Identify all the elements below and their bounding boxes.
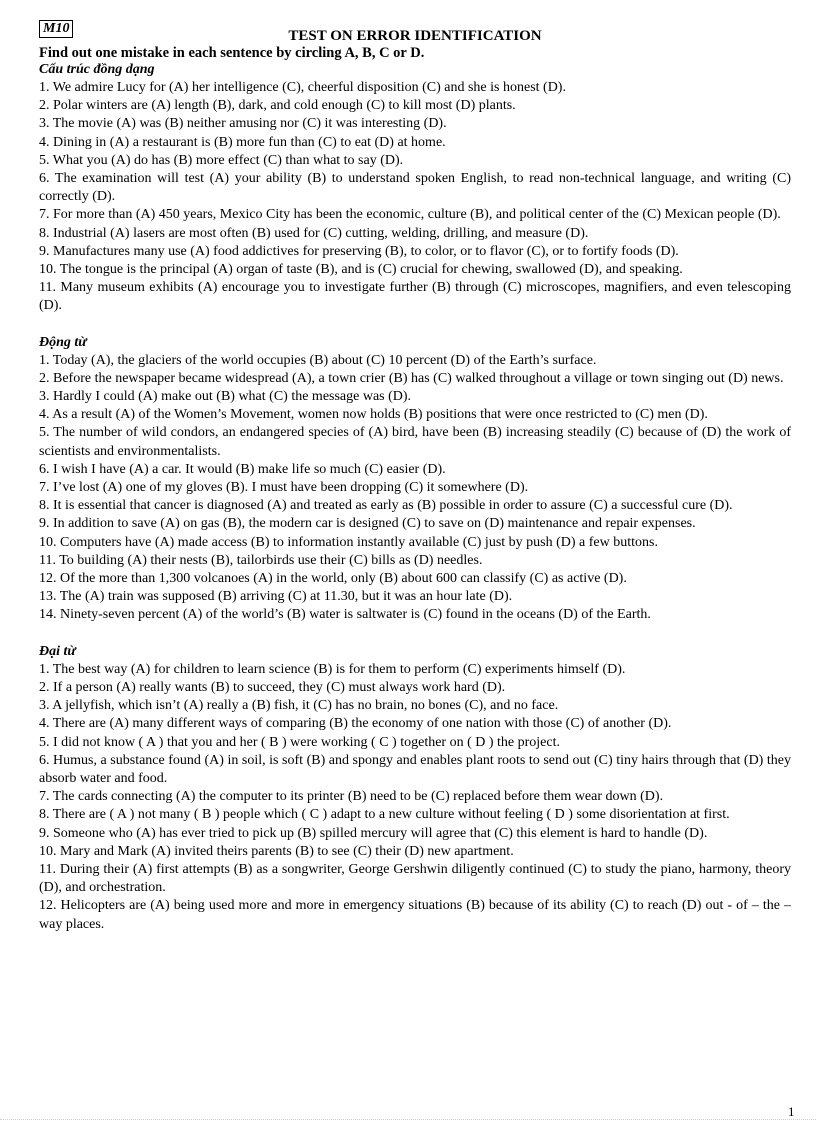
question-item: 6. I wish I have (A) a car. It would (B) make life so much (C) easier (D). [39, 461, 446, 477]
question-item: 9. In addition to save (A) on gas (B), the modern car is designed (C) to save on (D) maintenance and repair expenses. [39, 516, 696, 532]
section-heading: Động từ [39, 334, 87, 350]
question-item: 11. To building (A) their nests (B), tailorbirds use their (C) bills as (D) needles. [39, 552, 483, 568]
question-item: 7. For more than (A) 450 years, Mexico City has been the economic, culture (B), and political center of the (C) Mexican people (D). [39, 207, 781, 223]
question-item: 3. A jellyfish, which isn’t (A) really a (B) fish, it (C) has no brain, no bones (C), and no face. [39, 698, 559, 714]
question-item: 13. The (A) train was supposed (B) arriving (C) at 11.30, but it was an hour late (D). [39, 589, 513, 605]
question-item: 3. Hardly I could (A) make out (B) what (C) the message was (D). [39, 389, 412, 405]
question-item: 5. The number of wild condors, an endangered species of (A) bird, have been (B) increasing steadily (C) because of (D) the work of scientists and environmentalists. [39, 425, 791, 459]
question-item: 2. Before the newspaper became widespread (A), a town crier (B) has (C) walked throughout a village or town singing out (D) news. [39, 370, 784, 386]
question-item: 4. As a result (A) of the Women’s Movement, women now holds (B) positions that were once restricted to (C) men (D). [39, 407, 708, 423]
question-item: 11. During their (A) first attempts (B) as a songwriter, George Gershwin diligently continued (C) to study the piano, harmony, theory (D), and orchestration. [39, 861, 791, 896]
question-item: 7. I’ve lost (A) one of my gloves (B). I must have been dropping (C) it somewhere (D). [39, 480, 529, 496]
test-code-box: M10 [39, 20, 73, 38]
question-item: 11. Many museum exhibits (A) encourage you to investigate further (B) through (C) microscopes, magnifiers, and even telescoping (D). [39, 280, 791, 314]
question-item: 5. I did not know ( A ) that you and her ( B ) were working ( C ) together on ( D ) the project. [39, 734, 560, 750]
question-item: 10. Computers have (A) made access (B) to information instantly available (C) just by push (D) a few buttons. [39, 534, 658, 550]
question-item: 14. Ninety-seven percent (A) of the world’s (B) water is saltwater is (C) found in the oceans (D) of the Earth. [39, 607, 651, 623]
question-item: 8. There are ( A ) not many ( B ) people which ( C ) adapt to a new culture without feeling ( D ) some disorientation at first. [39, 807, 730, 823]
question-item: 9. Someone who (A) has ever tried to pick up (B) spilled mercury will agree that (C) this element is hard to handle (D). [39, 825, 708, 841]
question-item: 10. Mary and Mark (A) invited theirs parents (B) to see (C) their (D) new apartment. [39, 843, 514, 859]
question-item: 5. What you (A) do has (B) more effect (C) than what to say (D). [39, 152, 404, 168]
question-item: 1. The best way (A) for children to learn science (B) is for them to perform (C) experiments himself (D). [39, 661, 626, 677]
page-title: TEST ON ERROR IDENTIFICATION [288, 28, 542, 44]
question-item: 3. The movie (A) was (B) neither amusing nor (C) it was interesting (D). [39, 116, 447, 132]
question-item: 2. Polar winters are (A) length (B), dark, and cold enough (C) to kill most (D) plants. [39, 98, 516, 114]
question-item: 8. Industrial (A) lasers are most often (B) used for (C) cutting, welding, drilling, and measure (D). [39, 225, 589, 241]
page-number: 1 [788, 1104, 795, 1119]
question-item: 12. Of the more than 1,300 volcanoes (A) in the world, only (B) about 600 can classify (C) as active (D). [39, 571, 627, 587]
question-item: 6. Humus, a substance found (A) in soil, is soft (B) and spongy and enables plant roots to send out (C) tiny hairs through that (D) they absorb water and food. [39, 752, 791, 786]
question-item: 2. If a person (A) really wants (B) to succeed, they (C) must always work hard (D). [39, 679, 506, 695]
question-item: 1. Today (A), the glaciers of the world occupies (B) about (C) 10 percent (D) of the Earth’s surface. [39, 352, 597, 368]
question-item: 6. The examination will test (A) your ability (B) to understand spoken English, to read non-technical language, and writing (C) correctly (D). [39, 171, 791, 205]
question-item: 12. Helicopters are (A) being used more and more in emergency situations (B) because of its ability (C) to reach (D) out - of – the – way places. [39, 898, 791, 932]
question-item: 8. It is essential that cancer is diagnosed (A) and treated as early as (B) possible in order to assure (C) a successful cure (D). [39, 498, 733, 514]
worksheet [39, 20, 791, 934]
question-item: 1. We admire Lucy for (A) her intelligence (C), cheerful disposition (C) and she is honest (D). [39, 80, 566, 95]
section-heading: Cấu trúc đồng dạng [39, 62, 155, 77]
question-item: 9. Manufactures many use (A) food addictives for preserving (B), to color, or to flavor (C), or to fortify foods (D). [39, 243, 679, 259]
instruction: Find out one mistake in each sentence by circling A, B, C or D. [39, 45, 425, 61]
section-heading: Đại từ [39, 643, 76, 659]
question-item: 4. Dining in (A) a restaurant is (B) more fun than (C) to eat (D) at home. [39, 134, 446, 150]
question-item: 7. The cards connecting (A) the computer to its printer (B) need to be (C) replaced before them wear down (D). [39, 789, 664, 805]
question-item: 10. The tongue is the principal (A) organ of taste (B), and is (C) crucial for chewing, swallowed (D), and speaking. [39, 262, 683, 278]
footer-divider [0, 1119, 816, 1120]
question-item: 4. There are (A) many different ways of comparing (B) the economy of one nation with those (C) of another (D). [39, 716, 672, 732]
